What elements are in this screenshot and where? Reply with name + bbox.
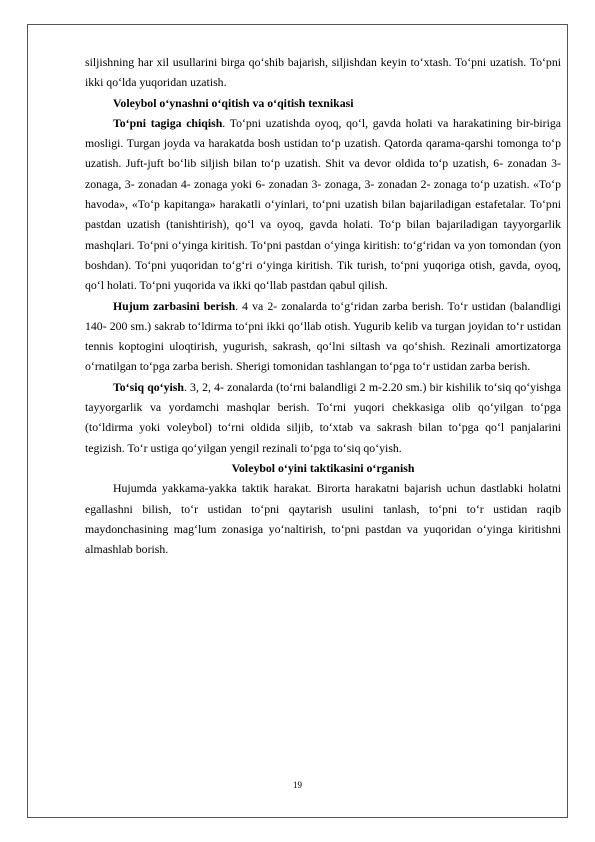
run-in-heading-attack-hit: Hujum zarbasini berish [113, 298, 236, 313]
paragraph-blocking [85, 377, 561, 458]
section-heading-teaching: Voleybol o‘ynashni o‘qitish va o‘qitish texnikasi [113, 95, 354, 110]
paragraph-intro: siljishning har xil usullarini birga qo‘shib bajarish, siljishdan keyin to‘xtash. To‘pni uzatish. To‘pni ikki qo‘lda yuqoridan uzatish. [85, 55, 561, 90]
document-body [85, 52, 561, 559]
run-in-heading-blocking: To‘siq qo‘yish [113, 379, 184, 394]
paragraph-ball-passing [85, 113, 561, 296]
paragraph-blocking-text: . 3, 2, 4- zonalarda (to‘rni balandligi 2 m-2.20 sm.) bir kishilik to‘siq qo‘yishga tayyorgarlik va yordamchi mashqlar berish. To‘rni yuqori chekkasiga olib qo‘yilgan to‘pga (to‘ldirma yoki voleybol) to‘rni oldida siljib, to‘xtab va sakrash bilan to‘pga qo‘l panjalarini tegizish. To‘r ustiga qo‘yilgan yengil rezinali to‘pga to‘siq qo‘yish. [85, 379, 561, 455]
page-number: 19 [293, 780, 302, 790]
paragraph-attack-hit-text: . 4 va 2- zonalarda to‘g‘ridan zarba berish. To‘r ustidan (balandligi 140- 200 sm.) sakrab to‘ldirma to‘pni ikki qo‘llab otish. Yugurib kelib va turgan joyidan to‘r ustidan tennis koptogini uloqtirish, yugurish, sakrash, qo‘lni siltash va qo‘shish. Rezinali amortizatorga o‘rnatilgan to‘pga zarba berish. Sherigi tomonidan tashlangan to‘pga to‘r ustidan zarba berish. [85, 298, 561, 374]
paragraph-ball-passing-text: . To‘pni uzatishda oyoq, qo‘l, gavda holati va harakatining bir-biriga mosligi. Turgan joyda va harakatda bosh ustidan to‘p uzatish. Qatorda qarama-qarshi tomonga to‘p uzatish. Juft-juft bo‘lib siljish bilan to‘p uzatish. Shit va devor oldida to‘p uzatish, 6- zonadan 3- zonaga, 3- zonadan 4- zonaga yoki 6- zonadan 3- zonaga, 3- zonadan 2- zonaga to‘p uzatish. «To‘p havoda», «To‘p kapitanga» harakatli o‘yinlari, to‘pni uzatish bilan bajariladigan estafetalar. To‘pni pastdan uzatish (tanishtirish), qo‘l va oyoq, gavda holati. To‘p bilan bajariladigan tayyorgarlik mashqlari. To‘pni o‘yinga kiritish. To‘pni pastdan o‘yinga kiritish: to‘g‘ridan va yon tomondan (yon boshdan). To‘pni yuqoridan to‘g‘ri o‘yinga kiritish. Tik turish, to‘pni yuqoriga otish, gavda, oyoq, qo‘l holati. To‘pni yuqorida va ikki qo‘llab pastdan qabul qilish. [85, 115, 561, 293]
paragraph-tactics: Hujumda yakkama-yakka taktik harakat. Birorta harakatni bajarish uchun dastlabki holatni egallashni bilish, to‘r ustidan to‘pni qaytarish usulini tanlash, to‘pni to‘r ustidan raqib maydonchasining mag‘lum zonasiga yo‘naltirish, to‘pni pastdan va yuqoridan o‘yinga kiritishni almashlab borish. [85, 481, 561, 557]
section-heading-tactics: Voleybol o‘yini taktikasini o‘rganish [231, 460, 415, 475]
run-in-heading-ball-passing: To‘pni tagiga chiqish [113, 115, 223, 130]
paragraph-attack-hit [85, 296, 561, 377]
